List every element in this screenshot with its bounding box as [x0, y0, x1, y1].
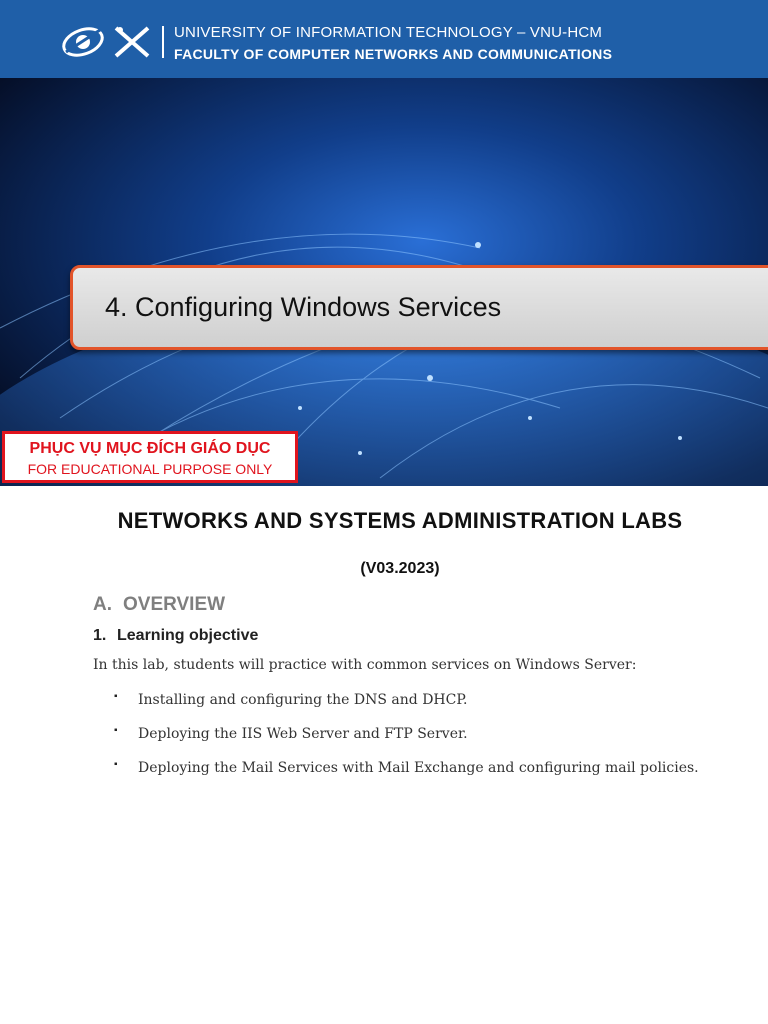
subsection-heading	[93, 627, 258, 645]
page-header	[0, 0, 768, 78]
section-number: A.	[93, 594, 112, 615]
uit-logo-icon	[60, 22, 106, 60]
objective-list	[114, 690, 714, 792]
bullet-icon: ▪	[114, 725, 118, 736]
list-item-text: Deploying the Mail Services with Mail Exchange and configuring mail policies.	[138, 760, 699, 776]
document-title: NETWORKS AND SYSTEMS ADMINISTRATION LABS	[117, 508, 683, 533]
document-version: (V03.2023)	[360, 560, 440, 577]
chapter-title-box	[70, 265, 768, 350]
university-name: UNIVERSITY OF INFORMATION TECHNOLOGY – VNU-HCM	[174, 24, 603, 41]
list-item	[114, 690, 714, 710]
cover-banner	[0, 78, 768, 486]
subsection-number: 1.	[93, 627, 107, 644]
bullet-icon: ▪	[114, 759, 118, 770]
faculty-name: FACULTY OF COMPUTER NETWORKS AND COMMUNICATIONS	[174, 46, 613, 62]
subsection-label: Learning objective	[117, 627, 259, 644]
intro-paragraph: In this lab, students will practice with common services on Windows Server:	[93, 657, 637, 673]
list-item-text: Deploying the IIS Web Server and FTP Server.	[138, 726, 468, 742]
section-label: OVERVIEW	[123, 594, 226, 615]
list-item	[114, 758, 714, 778]
list-item-text: Installing and configuring the DNS and DHCP.	[138, 692, 468, 708]
header-divider	[162, 26, 164, 58]
list-item	[114, 724, 714, 744]
section-heading	[93, 594, 225, 616]
faculty-logo-icon	[112, 24, 152, 60]
chapter-title: 4. Configuring Windows Services	[105, 292, 502, 322]
educational-notice	[2, 431, 298, 483]
notice-english: FOR EDUCATIONAL PURPOSE ONLY	[27, 461, 273, 477]
notice-vietnamese: PHỤC VỤ MỤC ĐÍCH GIÁO DỤC	[29, 440, 271, 457]
bullet-icon: ▪	[114, 691, 118, 702]
